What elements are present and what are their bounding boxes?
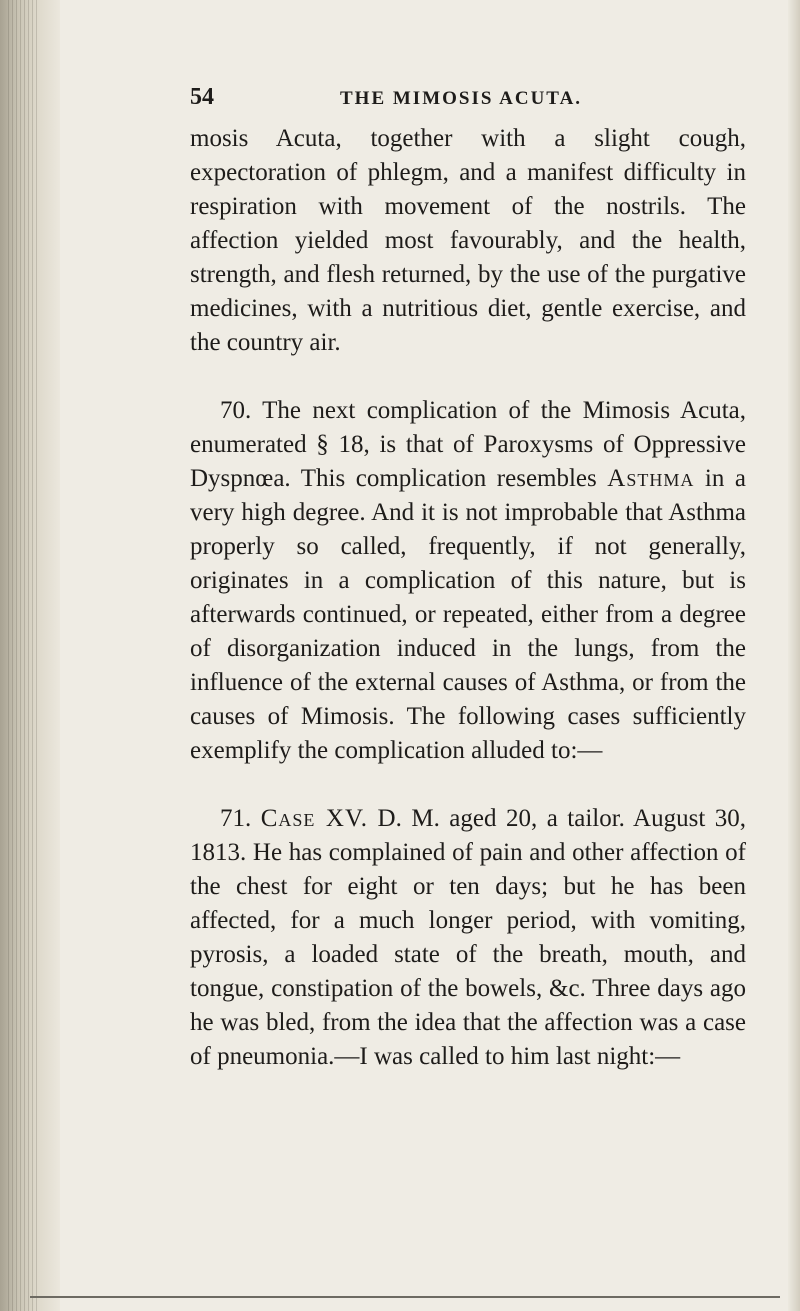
paragraph-text-after: D. M. aged 20, a tailor. August 30, 1813. He has complained of pain and other affection of the chest for eight or ten days; but he has been affected, for a much longer period, with vomiting, pyrosis, a loaded state of the breath, mouth, and tongue, constipation of the bowels, &c. Three days ago he was bled, from the idea that the affection was a case of pneumonia.—I was called to him last night:— (190, 805, 747, 1070)
bottom-rule (30, 1296, 780, 1298)
paragraph-70 (190, 394, 746, 768)
paragraph-text-before: 70. The next complication of the Mimosis Acuta, enumerated § 18, is that of Paroxysms of Oppressive Dyspnœa. This complication resembles (190, 397, 746, 492)
paragraph-text-after: in a very high degree. And it is not improbable that Asthma properly so called, frequently, if not generally, originates in a complication of this nature, but is afterwards continued, or repeated, either from a degree of disorganization induced in the lungs, from the influence of the external causes of Asthma, or from the causes of Mimosis. The following cases sufficiently exemplify the complication alluded to:— (190, 465, 746, 764)
gutter-shading (8, 0, 38, 1311)
paragraph-text-before: 71. (220, 805, 261, 832)
paragraph-text: mosis Acuta, together with a slight cough, expectoration of phlegm, and a manifest difficulty in respiration with movement of the nostrils. The affection yielded most favourably, and the health, strength, and flesh returned, by the use of the purgative medicines, with a nutritious diet, gentle exercise, and the country air. (190, 125, 746, 356)
page-content (190, 84, 746, 1074)
running-head: THE MIMOSIS ACUTA. (340, 88, 583, 109)
paragraph-71 (190, 802, 746, 1074)
page-edge (788, 0, 800, 1311)
paragraph-continuation (190, 122, 746, 360)
case-label: Case XV. (260, 805, 369, 832)
small-caps-term: Asthma (607, 465, 695, 492)
page-number: 54 (190, 84, 214, 110)
book-gutter (0, 0, 60, 1311)
page-header (190, 84, 746, 122)
